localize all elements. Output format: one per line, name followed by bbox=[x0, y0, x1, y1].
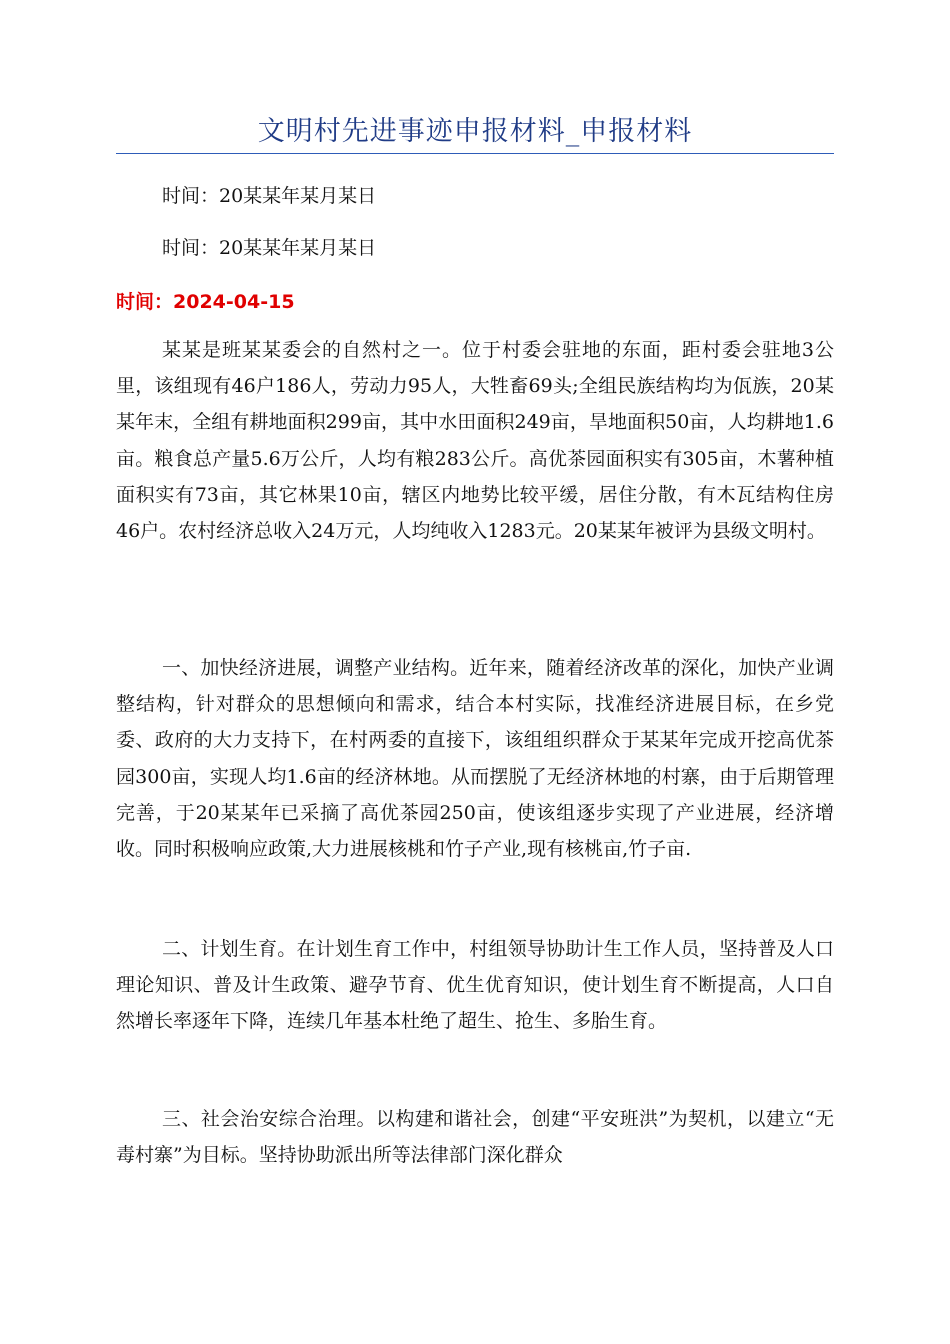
title-underline bbox=[116, 153, 834, 154]
body-paragraph-family-planning bbox=[116, 931, 834, 1040]
meta-time-line: 时间：20某某年某月某日 bbox=[162, 237, 377, 259]
body-paragraph-intro bbox=[116, 332, 834, 549]
publish-date bbox=[116, 288, 295, 316]
paragraph-text: 三、社会治安综合治理。以构建和谐社会，创建“平安班洪”为契机，以建立“无毒村寨”为目标。坚持协助派出所等法律部门深化群众 bbox=[116, 1108, 834, 1167]
body-paragraph-public-security bbox=[116, 1101, 834, 1173]
paragraph-text: 某某是班某某委会的自然村之一。位于村委会驻地的东面，距村委会驻地3公里，该组现有46户186人，劳动力95人，大牲畜69头;全组民族结构均为佤族，20某某年末，全组有耕地面积299亩，其中水田面积249亩，旱地面积50亩，人均耕地1.6亩。粮食总产量5.6万公斤，人均有粮283公斤。高优茶园面积实有305亩，木薯种植面积实有73亩，其它林果10亩，辖区内地势比较平缓，居住分散，有木瓦结构住房46户。农村经济总收入24万元，人均纯收入1283元。20某某年被评为县级文明村。 bbox=[116, 339, 834, 543]
document-title: 文明村先进事迹申报材料_申报材料 bbox=[257, 116, 693, 147]
publish-date-label: 时间： bbox=[116, 291, 174, 313]
paragraph-text: 一、加快经济进展，调整产业结构。近年来，随着经济改革的深化，加快产业调整结构，针对群众的思想倾向和需求，结合本村实际，找准经济进展目标，在乡党委、政府的大力支持下，在村两委的直接下，该组组织群众于某某年完成开挖高优茶园300亩，实现人均1.6亩的经济林地。从而摆脱了无经济林地的村寨，由于后期管理完善，于20某某年已采摘了高优茶园250亩，使该组逐步实现了产业进展，经济增收。同时积极响应政策,大力进展核桃和竹子产业,现有核桃亩,竹子亩. bbox=[116, 657, 834, 861]
meta-time-line: 时间：20某某年某月某日 bbox=[162, 185, 377, 207]
body-paragraph-economy bbox=[116, 650, 834, 867]
paragraph-text: 二、计划生育。在计划生育工作中，村组领导协助计生工作人员，坚持普及人口理论知识、普及计生政策、避孕节育、优生优育知识，使计划生育不断提高，人口自然增长率逐年下降，连续几年基本杜绝了超生、抢生、多胎生育。 bbox=[116, 938, 834, 1033]
publish-date-value: 2024-04-15 bbox=[173, 291, 295, 313]
